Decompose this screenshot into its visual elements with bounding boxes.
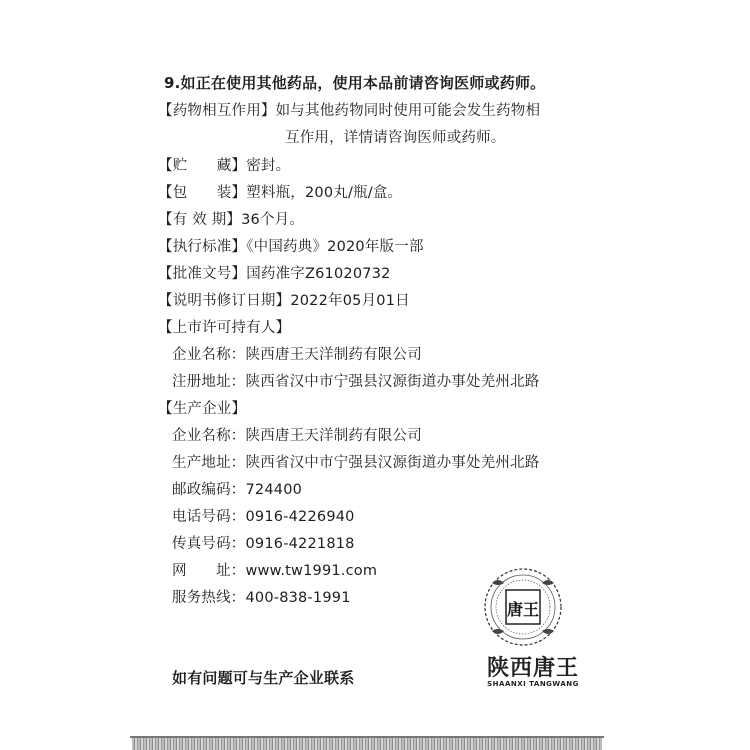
interaction-label: 【药物相互作用】 [158, 103, 276, 119]
mfr-postcode-row [172, 480, 302, 500]
approval-label: 【批准文号】 [158, 266, 247, 282]
mfr-fax-value: 0916-4221818 [245, 536, 355, 552]
revision-label: 【说明书修订日期】 [158, 293, 291, 309]
mfr-hotline-label: 服务热线： [172, 590, 246, 606]
validity-row [158, 210, 304, 230]
mah-address-row [172, 372, 540, 392]
mfr-web-row [172, 561, 377, 581]
mfr-phone-row [172, 507, 355, 527]
packaging-value: 塑料瓶，200丸/瓶/盒。 [246, 185, 403, 201]
validity-label: 【有 效 期】 [158, 212, 242, 228]
validity-value: 36个月。 [241, 212, 305, 228]
mfr-fax-row [172, 534, 355, 554]
brand-name-cn: 陕西唐王 [486, 655, 579, 681]
mfr-name-row [172, 426, 422, 446]
packaging-row [158, 183, 402, 203]
revision-row [158, 291, 410, 311]
mah-address-label: 注册地址： [172, 374, 246, 390]
warning-line: 9.如正在使用其他药品，使用本品前请咨询医师或药师。 [164, 74, 546, 92]
mfr-name-label: 企业名称： [172, 428, 246, 444]
packaging-label: 【包 装】 [158, 185, 247, 201]
storage-label: 【贮 藏】 [158, 158, 247, 174]
mfr-postcode-label: 邮政编码： [172, 482, 246, 498]
mfr-name-value: 陕西唐王天洋制药有限公司 [245, 428, 422, 444]
mfr-web-value: www.tw1991.com [245, 563, 378, 579]
mah-address-value: 陕西省汉中市宁强县汉源街道办事处羌州北路 [245, 374, 540, 390]
mah-name-row [172, 345, 422, 365]
mfr-hotline-value: 400-838-1991 [245, 590, 351, 606]
mah-name-label: 企业名称： [172, 347, 246, 363]
interaction-text-2: 互作用，详情请咨询医师或药师。 [285, 130, 506, 146]
mah-name-value: 陕西唐王天洋制药有限公司 [245, 347, 422, 363]
mfr-address-label: 生产地址： [172, 455, 246, 471]
mfr-fax-label: 传真号码： [172, 536, 246, 552]
next-page-texture [132, 738, 602, 750]
interaction-text-1: 如与其他药物同时使用可能会发生药物相 [275, 103, 541, 119]
storage-row [158, 156, 290, 176]
mfr-address-row [172, 453, 540, 473]
mah-header: 【上市许可持有人】 [158, 320, 291, 336]
standard-value: 《中国药典》2020年版一部 [246, 239, 424, 255]
footer-contact-note: 如有问题可与生产企业联系 [172, 669, 355, 687]
mfr-phone-label: 电话号码： [172, 509, 246, 525]
mfr-hotline-row [172, 588, 351, 608]
revision-value: 2022年05月01日 [290, 293, 410, 309]
mfr-phone-value: 0916-4226940 [245, 509, 355, 525]
brand-name-en: SHAANXI TANGWANG [487, 680, 579, 688]
mfr-postcode-value: 724400 [245, 482, 303, 498]
interaction-row [158, 101, 540, 121]
seal-text: 唐王 [506, 600, 540, 619]
mfr-address-value: 陕西省汉中市宁强县汉源街道办事处羌州北路 [245, 455, 540, 471]
approval-value: 国药准字Z61020732 [246, 266, 391, 282]
approval-row [158, 264, 391, 284]
seal-emblem-icon [478, 563, 588, 651]
manufacturer-header: 【生产企业】 [158, 401, 247, 417]
standard-label: 【执行标准】 [158, 239, 247, 255]
storage-value: 密封。 [246, 158, 291, 174]
brand-logo [478, 563, 588, 693]
mfr-web-label: 网 址： [172, 563, 246, 579]
standard-row [158, 237, 424, 257]
